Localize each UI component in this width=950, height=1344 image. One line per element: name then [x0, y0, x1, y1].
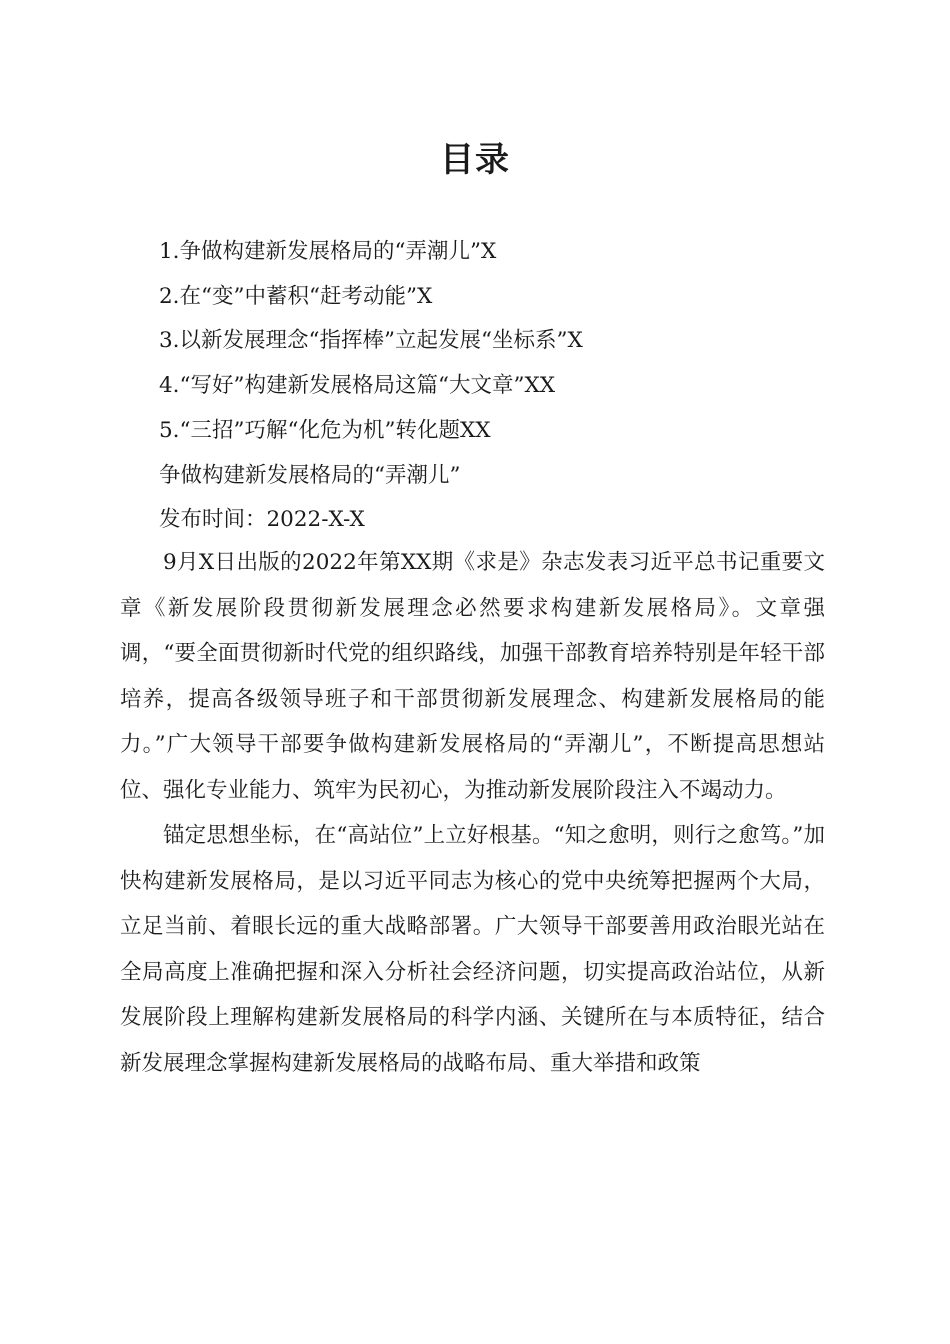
page-title: 目录 [440, 140, 510, 180]
toc-item-1: 1.争做构建新发展格局的“弄潮儿”X [159, 239, 497, 264]
toc-item-2: 2.在“变”中蓄积“赶考动能”X [159, 284, 433, 309]
toc-item-5: 5.“三招”巧解“化危为机”转化题XX [159, 418, 491, 443]
toc-item-3: 3.以新发展理念“指挥棒”立起发展“坐标系”X [159, 328, 583, 353]
article-title: 争做构建新发展格局的“弄潮儿” [159, 463, 461, 488]
article-body [120, 540, 825, 1086]
publish-time: 发布时间：2022-X-X [159, 507, 365, 532]
paragraph-1: 9月X日出版的2022年第XX期《求是》杂志发表习近平总书记重要文章《新发展阶段贯彻新发展理念必然要求构建新发展格局》。文章强调，“要全面贯彻新时代党的组织路线，加强干部教育培养特别是年轻干部培养，提高各级领导班子和干部贯彻新发展理念、构建新发展格局的能力。”广大领导干部要争做构建新发展格局的“弄潮儿”，不断提高思想站位、强化专业能力、筑牢为民初心，为推动新发展阶段注入不竭动力。 [120, 550, 825, 803]
toc-item-4: 4.“写好”构建新发展格局这篇“大文章”XX [159, 373, 556, 398]
paragraph-2: 锚定思想坐标，在“高站位”上立好根基。“知之愈明，则行之愈笃。”加快构建新发展格局，是以习近平同志为核心的党中央统筹把握两个大局，立足当前、着眼长远的重大战略部署。广大领导干部要善用政治眼光站在全局高度上准确把握和深入分析社会经济问题，切实提高政治站位，从新发展阶段上理解构建新发展格局的科学内涵、关键所在与本质特征，结合新发展理念掌握构建新发展格局的战略布局、重大举措和政策 [120, 823, 825, 1076]
